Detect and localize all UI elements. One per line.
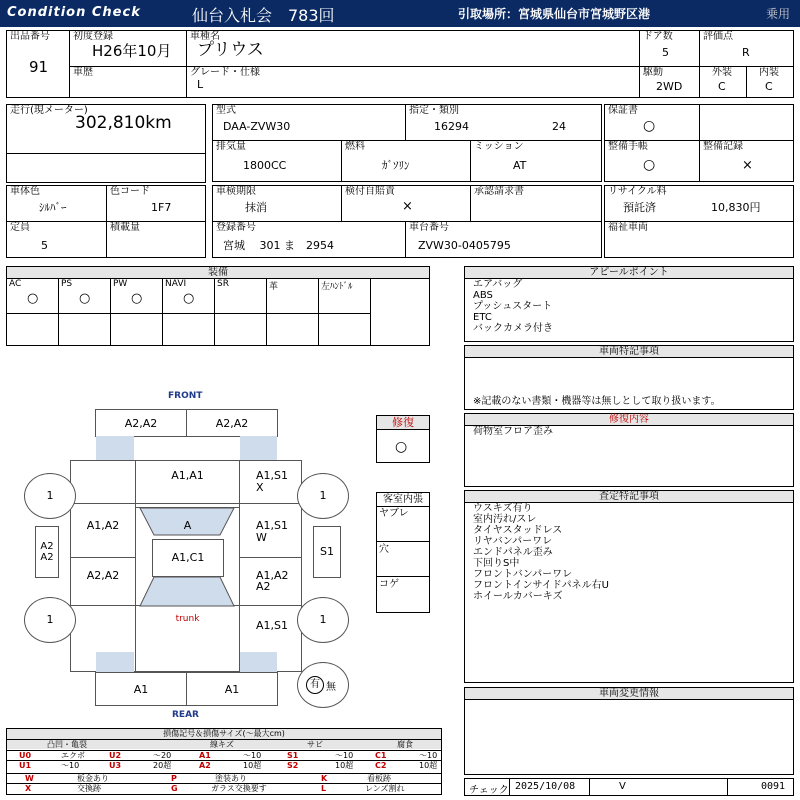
legend-headers [7, 739, 441, 749]
equipment-title: 装備 [7, 267, 429, 279]
drive-value: 2WD [656, 80, 683, 93]
displacement-value: 1800CC [243, 159, 287, 172]
drive-label: 駆動 [643, 67, 663, 78]
capacity-cell [6, 221, 107, 258]
score-value: R [742, 46, 750, 59]
text-line: フロントバンパーワレ [473, 569, 573, 580]
welfare-cell [604, 221, 794, 258]
assessment-list [473, 503, 609, 602]
legend-header-corrosion: 腐食 [397, 740, 413, 749]
cert-cell [405, 104, 602, 141]
equipment-item [58, 278, 111, 346]
record-label: 整備記録 [703, 141, 743, 152]
right-front-door-mark-2: W [256, 531, 267, 544]
text-line: プッシュスタート [473, 301, 553, 312]
legend-entry: ガラス交換要す [211, 784, 267, 793]
equipment-item-value: ○ [79, 291, 91, 306]
text-line: フロントインサイドパネル右U [473, 580, 609, 591]
legend-entry: 〜20 [153, 751, 172, 760]
appeal-panel [464, 266, 794, 342]
legend-entry: U2 [109, 751, 122, 760]
mileage-cell [6, 104, 206, 154]
inspection-value: 抹消 [245, 201, 267, 214]
text-line: エンドパネル歪み [473, 547, 553, 558]
check-date: 2025/10/08 [515, 781, 576, 792]
legend-entry: G [171, 784, 178, 793]
legend-entry: レンズ割れ [365, 784, 405, 793]
lot-label: 出品番号 [10, 31, 50, 42]
equipment-item-label: AC [9, 279, 22, 289]
plate-label: 登録番号 [216, 222, 256, 233]
mileage-extra-cell [6, 153, 206, 183]
displacement-cell [212, 140, 342, 182]
mileage-value: 302,810km [75, 113, 172, 133]
capacity-value: 5 [41, 239, 48, 252]
grade-cell [186, 66, 640, 98]
pickup-location: 引取場所：宮城県仙台市宮城野区港 [458, 7, 651, 21]
rear-right-panel: A1 [186, 672, 278, 706]
lot-cell [6, 30, 70, 98]
recorder-value: × [402, 199, 413, 214]
front-label: FRONT [168, 391, 203, 401]
recycle-status: 預託済 [623, 201, 656, 214]
legend-header-rust: サビ [307, 740, 323, 749]
recycle-fee: 10,830円 [711, 201, 761, 214]
mission-cell [470, 140, 602, 182]
legend-entry: 板金あり [77, 774, 109, 783]
recycle-cell [604, 185, 794, 222]
left-mirror-mark: A2 A2 [35, 526, 59, 578]
brand-title: Condition Check [7, 5, 141, 20]
text-line: 荷物室フロア歪み [473, 426, 553, 437]
color-code-label: 色コード [110, 186, 150, 197]
legend-entry: 〜10 [419, 751, 438, 760]
text-line: 下回りS中 [473, 558, 520, 569]
approval-label: 承認請求書 [474, 186, 524, 197]
legend-entry: C2 [375, 761, 387, 770]
record-value: × [742, 158, 753, 173]
plate-value: 宮城 301 ま 2954 [223, 239, 334, 252]
legend-entry: 〜10 [61, 761, 80, 770]
rear-left-panel: A1 [95, 672, 187, 706]
capacity-label: 定員 [10, 222, 30, 233]
equipment-item [266, 278, 319, 346]
auction-title: 仙台入札会 783回 [192, 6, 335, 25]
cert-a: 16294 [434, 120, 469, 133]
legend-title: 損傷記号＆損傷サイズ(〜最大cm) [7, 729, 441, 739]
front-left-light [96, 436, 134, 460]
cabin-item-burn: コゲ [379, 579, 399, 590]
appeal-title: アピールポイント [465, 267, 793, 279]
legend-entry: 10超 [243, 761, 262, 770]
fuel-value: ｶﾞｿﾘﾝ [382, 159, 410, 172]
interior-cell [746, 66, 794, 98]
text-line: ホイールカバーキズ [473, 591, 563, 602]
cabin-item-hole: 穴 [379, 544, 389, 555]
car-name-label: 車種名 [190, 31, 220, 42]
repair-title: 修復内容 [465, 414, 793, 426]
equipment-item-label: 左ﾊﾝﾄﾞﾙ [321, 282, 353, 292]
interior-value: C [765, 80, 773, 93]
wheel-rear-left: 1 [24, 597, 76, 643]
right-rear-door-mark: A1,A2 [256, 569, 289, 582]
legend-entry: 10超 [419, 761, 438, 770]
front-right-light [240, 436, 277, 460]
legend-entry: S1 [287, 751, 299, 760]
legend-entry: エクボ [61, 751, 85, 760]
right-front-fender-mark: A1,S1 [256, 469, 289, 482]
text-line: リヤバンパーワレ [473, 536, 553, 547]
text-line: ETC [473, 312, 492, 323]
equipment-item-label: SR [217, 279, 229, 289]
record-cell [699, 140, 794, 182]
chassis-cell [405, 221, 602, 258]
load-cell [106, 221, 206, 258]
score-cell [699, 30, 794, 67]
check-number: 0091 [761, 781, 786, 792]
warranty-cell [604, 104, 794, 141]
check-footer [464, 778, 794, 796]
grade-label: グレード・仕様 [190, 67, 260, 78]
recorder-label: 検付自賠責 [345, 186, 395, 197]
chassis-value: ZVW30-0405795 [418, 239, 511, 252]
equipment-item [214, 278, 267, 346]
recycle-label: リサイクル料 [608, 186, 667, 197]
repair-flag-value: ○ [395, 439, 408, 455]
wheel-front-left: 1 [24, 473, 76, 519]
manual-cell [604, 140, 700, 182]
fuel-label: 燃料 [345, 141, 365, 152]
equipment-item [110, 278, 163, 346]
inspection-cell [212, 185, 342, 222]
wheel-front-right: 1 [297, 473, 349, 519]
color-code-cell [106, 185, 206, 222]
displacement-label: 排気量 [216, 141, 246, 152]
first-reg-cell [69, 30, 187, 67]
doors-value: 5 [662, 46, 669, 59]
score-label: 評価点 [703, 31, 733, 42]
welfare-label: 福祉車両 [608, 222, 648, 233]
front-right-panel: A2,A2 [186, 409, 278, 437]
change-title: 車両変更情報 [465, 688, 793, 700]
model-label: 型式 [216, 105, 236, 116]
equipment-row [6, 278, 430, 346]
car-name-cell [186, 30, 640, 67]
spare-none: 無 [326, 682, 336, 693]
legend-entry: U1 [19, 761, 32, 770]
first-reg-label: 初度登録 [73, 31, 113, 42]
equipment-item [6, 278, 59, 346]
model-value: DAA-ZVW30 [223, 120, 291, 133]
legend-entry: L [321, 784, 327, 793]
left-front-door-mark: A1,A2 [86, 519, 120, 532]
trunk-label: trunk [175, 614, 200, 624]
mission-value: AT [513, 159, 527, 172]
legend-row-1 [7, 750, 441, 760]
equipment-item-value: ○ [183, 291, 195, 306]
legend-entry: A2 [199, 761, 211, 770]
hood-mark: A1,A1 [171, 469, 204, 482]
special-title: 車両特記事項 [465, 346, 793, 358]
category-label: 乗用 [766, 7, 791, 21]
warranty-value: ○ [643, 118, 656, 134]
equipment-item [162, 278, 215, 346]
manual-label: 整備手帳 [608, 141, 648, 152]
rear-label: REAR [172, 710, 199, 720]
windshield-mark: A [183, 519, 192, 532]
right-front-door-mark: A1,S1 [256, 519, 289, 532]
equipment-item-value: ○ [27, 291, 39, 306]
damage-legend [6, 728, 442, 795]
legend-entry: X [25, 784, 32, 793]
legend-entry: 〜10 [243, 751, 262, 760]
text-line: エアバッグ [473, 279, 523, 290]
legend-row-4 [7, 783, 441, 794]
legend-entry: W [25, 774, 34, 783]
equipment-item-label: NAVI [165, 279, 187, 289]
change-panel [464, 687, 794, 775]
legend-entry: K [321, 774, 328, 783]
interior-label: 内装 [759, 67, 779, 78]
manual-value: ○ [643, 157, 656, 173]
appeal-list [473, 279, 553, 334]
legend-entry: C1 [375, 751, 387, 760]
lot-number: 91 [29, 58, 49, 76]
assessment-panel [464, 490, 794, 683]
equipment-table [6, 266, 430, 346]
spare-yes: 有 [306, 676, 324, 694]
repair-panel [464, 413, 794, 487]
spare-tire [297, 662, 349, 708]
legend-entry: 看板跡 [367, 774, 391, 783]
check-mark: V [619, 781, 626, 792]
first-reg-value: H26年10月 [92, 42, 172, 60]
rear-right-light [240, 652, 277, 672]
text-line: 室内汚れ/スレ [473, 514, 537, 525]
text-line: ウスキズ有り [473, 503, 533, 514]
mission-label: ミッション [474, 141, 524, 152]
repair-flag [376, 415, 430, 463]
legend-header-scratch: 線キズ [210, 740, 234, 749]
cabin-panel [376, 492, 430, 613]
exterior-value: C [718, 80, 726, 93]
legend-entry: S2 [287, 761, 299, 770]
exterior-cell [699, 66, 747, 98]
plate-cell [212, 221, 406, 258]
header-bar [0, 0, 800, 27]
chassis-label: 車台番号 [409, 222, 449, 233]
repair-flag-label: 修復 [377, 416, 429, 430]
legend-entry: 塗装あり [215, 774, 247, 783]
repair-list [473, 426, 553, 437]
special-note: ※記載のない書類・機器等は無しとして取り扱います。 [473, 396, 721, 407]
right-rear-fender-mark: A1,S1 [256, 619, 289, 632]
exterior-label: 外装 [712, 67, 732, 78]
cert-b: 24 [552, 120, 566, 133]
legend-entry: 〜10 [335, 751, 354, 760]
load-label: 積載量 [110, 222, 140, 233]
rear-left-light [96, 652, 134, 672]
legend-entry: P [171, 774, 177, 783]
special-panel [464, 345, 794, 410]
mileage-label: 走行(現メーター) [10, 105, 88, 116]
legend-entry: 10超 [335, 761, 354, 770]
recorder-cell [341, 185, 471, 222]
equipment-item [318, 278, 371, 346]
car-diagram [0, 385, 372, 720]
cert-label: 指定・類別 [409, 105, 459, 116]
cabin-item-tear: ヤブレ [379, 508, 409, 519]
legend-entry: 交換跡 [77, 784, 101, 793]
front-left-panel: A2,A2 [95, 409, 187, 437]
cabin-title: 客室内張 [377, 493, 429, 507]
model-cell [212, 104, 406, 141]
legend-entry: A1 [199, 751, 211, 760]
history-cell [69, 66, 187, 98]
color-cell [6, 185, 107, 222]
inspection-label: 車検期限 [216, 186, 256, 197]
approval-cell [470, 185, 602, 222]
legend-row-3 [7, 773, 441, 783]
warranty-label: 保証書 [608, 105, 638, 116]
left-rear-door-mark: A2,A2 [86, 569, 120, 582]
drive-cell [639, 66, 700, 98]
equipment-item-value: ○ [131, 291, 143, 306]
doors-label: ドア数 [643, 31, 673, 42]
right-rear-door-mark-2: A2 [256, 580, 271, 593]
legend-entry: U3 [109, 761, 122, 770]
fuel-cell [341, 140, 471, 182]
car-name-value: プリウス [197, 40, 264, 60]
roof-mark: A1,C1 [152, 539, 224, 577]
legend-row-2 [7, 760, 441, 770]
legend-header-dent: 凸凹・亀裂 [47, 740, 87, 749]
check-label: チェック [469, 785, 509, 796]
text-line: バックカメラ付き [473, 323, 553, 334]
wheel-rear-right: 1 [297, 597, 349, 643]
text-line: タイヤスタッドレス [473, 525, 563, 536]
equipment-item-label: PS [61, 279, 73, 289]
color-label: 車体色 [10, 186, 40, 197]
color-code-value: 1F7 [151, 201, 172, 214]
legend-entry: U0 [19, 751, 32, 760]
equipment-item-label: PW [113, 279, 128, 289]
history-label: 車歴 [73, 67, 93, 78]
legend-entry: 20超 [153, 761, 172, 770]
right-front-fender-mark-2: X [256, 481, 264, 494]
doors-cell [639, 30, 700, 67]
color-value: ｼﾙﾊﾞｰ [39, 201, 67, 214]
equipment-item-label: 革 [269, 282, 279, 292]
text-line: ABS [473, 290, 493, 301]
grade-value: L [197, 78, 204, 91]
right-mirror-mark: S1 [313, 526, 341, 578]
assessment-title: 査定特記事項 [465, 491, 793, 503]
